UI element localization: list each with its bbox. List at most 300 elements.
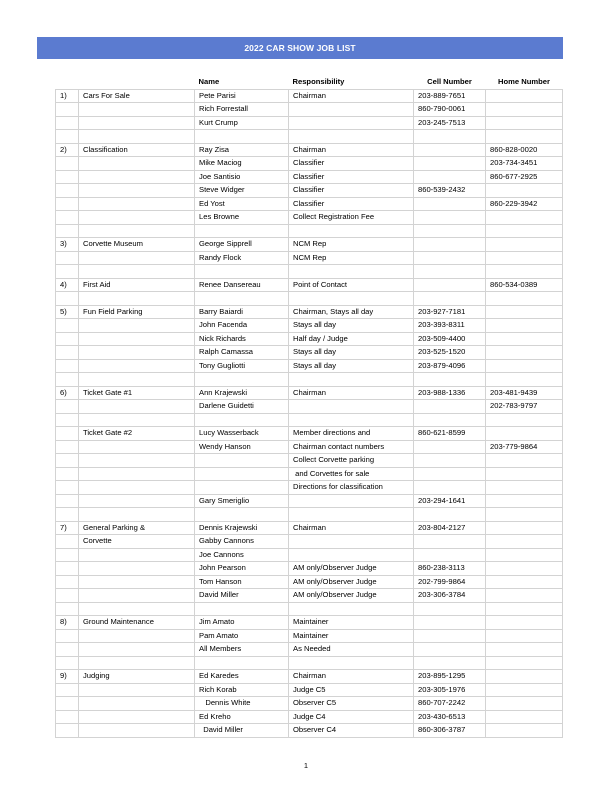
job-number-cell [56,535,79,549]
cell-number-cell: 860-238-3113 [414,562,486,576]
table-row [56,238,563,252]
job-number-cell: 9) [56,670,79,684]
home-number-cell [486,454,563,468]
job-title-cell [79,265,195,279]
home-number-cell: 203-779-9864 [486,440,563,454]
job-number-cell [56,116,79,130]
name-cell [195,224,289,238]
job-title-cell [79,656,195,670]
table-row [56,643,563,657]
job-number-cell [56,724,79,738]
home-number-cell [486,683,563,697]
job-title-cell [79,589,195,603]
table-row [56,278,563,292]
name-cell: Gary Smeriglio [195,494,289,508]
job-number-cell [56,481,79,495]
title-bar [37,37,563,59]
name-cell: Ray Zisa [195,143,289,157]
job-title-cell [79,170,195,184]
home-number-cell: 203-734-3451 [486,157,563,171]
home-number-cell [486,332,563,346]
home-number-cell [486,656,563,670]
job-number-cell [56,346,79,360]
table-row [56,467,563,481]
table-row [56,359,563,373]
job-title-cell: Ticket Gate #2 [79,427,195,441]
job-title-cell [79,575,195,589]
responsibility-cell: Maintainer [289,629,414,643]
name-cell: Dennis Krajewski [195,521,289,535]
name-cell [195,508,289,522]
name-cell: Joe Santisio [195,170,289,184]
home-number-cell [486,373,563,387]
home-number-cell: 860-229-3942 [486,197,563,211]
job-title-cell [79,683,195,697]
home-number-cell [486,89,563,103]
table-row [56,697,563,711]
responsibility-cell [289,508,414,522]
table-row [56,548,563,562]
cell-number-cell [414,508,486,522]
responsibility-cell [289,494,414,508]
job-number-cell [56,251,79,265]
responsibility-cell: Stays all day [289,359,414,373]
cell-number-cell: 203-430-6513 [414,710,486,724]
name-cell: Pam Amato [195,629,289,643]
table-row [56,427,563,441]
cell-number-cell: 203-509-4400 [414,332,486,346]
job-title-cell [79,251,195,265]
job-number-cell [56,130,79,144]
name-cell: Barry Baiardi [195,305,289,319]
job-title-cell [79,319,195,333]
cell-number-cell [414,629,486,643]
table-row [56,575,563,589]
job-number-cell [56,656,79,670]
responsibility-cell: Chairman [289,670,414,684]
name-cell [195,373,289,387]
responsibility-cell: NCM Rep [289,238,414,252]
job-number-cell [56,548,79,562]
name-cell [195,454,289,468]
home-number-cell [486,724,563,738]
table-row [56,197,563,211]
table-row [56,629,563,643]
job-title-cell [79,724,195,738]
table-row [56,616,563,630]
table-row [56,170,563,184]
table-row [56,562,563,576]
responsibility-cell: AM only/Observer Judge [289,575,414,589]
home-number-cell [486,238,563,252]
name-cell: John Pearson [195,562,289,576]
cell-number-cell [414,467,486,481]
responsibility-cell: Chairman [289,386,414,400]
home-number-cell [486,521,563,535]
cell-number-cell: 203-927-7181 [414,305,486,319]
table-row [56,521,563,535]
table-row [56,292,563,306]
job-number-cell [56,710,79,724]
responsibility-cell: Observer C5 [289,697,414,711]
job-title-cell [79,130,195,144]
job-number-cell [56,359,79,373]
home-number-cell [486,427,563,441]
cell-number-cell: 203-306-3784 [414,589,486,603]
cell-number-cell [414,481,486,495]
job-title-cell [79,440,195,454]
home-number-cell [486,562,563,576]
home-number-cell: 202-783-9797 [486,400,563,414]
home-number-cell: 860-534-0389 [486,278,563,292]
job-title-cell: General Parking & [79,521,195,535]
job-title-cell [79,116,195,130]
job-number-cell [56,224,79,238]
header-number [56,76,79,89]
job-title-cell [79,359,195,373]
name-cell [195,130,289,144]
name-cell: Ann Krajewski [195,386,289,400]
job-number-cell: 2) [56,143,79,157]
job-number-cell [56,400,79,414]
home-number-cell [486,265,563,279]
home-number-cell [486,575,563,589]
cell-number-cell [414,224,486,238]
home-number-cell [486,589,563,603]
cell-number-cell [414,535,486,549]
home-number-cell: 860-828-0020 [486,143,563,157]
table-row [56,89,563,103]
cell-number-cell [414,602,486,616]
cell-number-cell [414,211,486,225]
job-title-cell [79,697,195,711]
job-title-cell: First Aid [79,278,195,292]
responsibility-cell [289,413,414,427]
name-cell: Gabby Cannons [195,535,289,549]
table-row [56,373,563,387]
responsibility-cell: Chairman, Stays all day [289,305,414,319]
home-number-cell [486,346,563,360]
cell-number-cell: 860-306-3787 [414,724,486,738]
responsibility-cell: Collect Registration Fee [289,211,414,225]
name-cell: Ed Kreho [195,710,289,724]
cell-number-cell [414,413,486,427]
responsibility-cell: Observer C4 [289,724,414,738]
job-title-cell [79,197,195,211]
page-title: 2022 CAR SHOW JOB LIST [244,43,356,53]
responsibility-cell: Chairman contact numbers [289,440,414,454]
name-cell: Kurt Crump [195,116,289,130]
home-number-cell [486,211,563,225]
table-row [56,346,563,360]
responsibility-cell: Classifier [289,184,414,198]
cell-number-cell: 203-895-1295 [414,670,486,684]
table-row [56,481,563,495]
responsibility-cell [289,292,414,306]
home-number-cell [486,697,563,711]
name-cell: Randy Flock [195,251,289,265]
cell-number-cell [414,656,486,670]
responsibility-cell: Chairman [289,89,414,103]
job-title-cell [79,548,195,562]
home-number-cell [486,508,563,522]
job-title-cell [79,332,195,346]
name-cell: Tom Hanson [195,575,289,589]
job-number-cell [56,494,79,508]
home-number-cell [486,629,563,643]
cell-number-cell [414,251,486,265]
name-cell [195,481,289,495]
responsibility-cell: Judge C5 [289,683,414,697]
responsibility-cell: Stays all day [289,346,414,360]
table-row [56,440,563,454]
home-number-cell [486,467,563,481]
home-number-cell [486,643,563,657]
job-title-cell [79,467,195,481]
cell-number-cell: 203-988-1336 [414,386,486,400]
job-title-cell [79,184,195,198]
job-title-cell: Cars For Sale [79,89,195,103]
home-number-cell [486,305,563,319]
cell-number-cell [414,170,486,184]
job-number-cell: 5) [56,305,79,319]
cell-number-cell [414,157,486,171]
job-title-cell: Classification [79,143,195,157]
job-number-cell [56,602,79,616]
cell-number-cell: 203-879-4096 [414,359,486,373]
name-cell [195,413,289,427]
name-cell: Ralph Camassa [195,346,289,360]
home-number-cell [486,359,563,373]
responsibility-cell: Member directions and [289,427,414,441]
header-responsibility: Responsibility [292,77,345,86]
job-title-cell [79,508,195,522]
home-number-cell [486,319,563,333]
responsibility-cell: Judge C4 [289,710,414,724]
name-cell: Steve Widger [195,184,289,198]
job-number-cell [56,184,79,198]
job-title-cell [79,400,195,414]
table-row [56,157,563,171]
name-cell [195,265,289,279]
job-number-cell: 7) [56,521,79,535]
responsibility-cell: Classifier [289,197,414,211]
cell-number-cell [414,440,486,454]
table-row [56,400,563,414]
home-number-cell: 860-677-2925 [486,170,563,184]
name-cell: John Facenda [195,319,289,333]
responsibility-cell: Classifier [289,157,414,171]
job-list-table [55,76,563,738]
job-number-cell: 1) [56,89,79,103]
responsibility-cell: NCM Rep [289,251,414,265]
home-number-cell [486,670,563,684]
name-cell: David Miller [195,589,289,603]
name-cell: Tony Gugliotti [195,359,289,373]
home-number-cell [486,413,563,427]
name-cell: Dennis White [195,697,289,711]
header-name: Name [198,77,220,86]
home-number-cell [486,602,563,616]
job-number-cell: 4) [56,278,79,292]
table-row [56,265,563,279]
home-number-cell [486,251,563,265]
job-number-cell [56,197,79,211]
responsibility-cell: AM only/Observer Judge [289,562,414,576]
responsibility-cell [289,224,414,238]
responsibility-cell: AM only/Observer Judge [289,589,414,603]
cell-number-cell: 202-799-9864 [414,575,486,589]
header-cell-number: Cell Number [427,77,472,86]
job-number-cell [56,508,79,522]
job-number-cell [56,629,79,643]
table-row [56,319,563,333]
job-number-cell [56,170,79,184]
home-number-cell [486,710,563,724]
job-title-cell [79,224,195,238]
name-cell: Ed Karedes [195,670,289,684]
table-row [56,251,563,265]
responsibility-cell [289,602,414,616]
job-title-cell: Judging [79,670,195,684]
table-row [56,305,563,319]
responsibility-cell [289,656,414,670]
job-title-cell [79,103,195,117]
job-number-cell: 6) [56,386,79,400]
name-cell: Pete Parisi [195,89,289,103]
responsibility-cell [289,373,414,387]
cell-number-cell [414,278,486,292]
name-cell: Mike Maciog [195,157,289,171]
name-cell: Lucy Wasserback [195,427,289,441]
job-number-cell [56,589,79,603]
name-cell [195,292,289,306]
table-row [56,413,563,427]
table-row [56,224,563,238]
cell-number-cell [414,265,486,279]
name-cell [195,467,289,481]
home-number-cell [486,103,563,117]
responsibility-cell [289,103,414,117]
job-number-cell [56,265,79,279]
cell-number-cell [414,400,486,414]
table-row [56,589,563,603]
name-cell [195,656,289,670]
job-title-cell [79,211,195,225]
job-title-cell [79,454,195,468]
cell-number-cell: 203-525-1520 [414,346,486,360]
cell-number-cell: 203-245-7513 [414,116,486,130]
table-row [56,130,563,144]
cell-number-cell [414,143,486,157]
table-row [56,211,563,225]
header-home-number: Home Number [498,77,550,86]
home-number-cell [486,548,563,562]
job-title-cell: Corvette [79,535,195,549]
job-number-cell [56,319,79,333]
name-cell: Les Browne [195,211,289,225]
table-row [56,710,563,724]
table-row [56,602,563,616]
table-row [56,535,563,549]
responsibility-cell [289,116,414,130]
job-number-cell [56,413,79,427]
table-row [56,116,563,130]
responsibility-cell: Chairman [289,143,414,157]
job-number-cell [56,562,79,576]
home-number-cell [486,184,563,198]
cell-number-cell: 860-539-2432 [414,184,486,198]
job-title-cell [79,629,195,643]
job-number-cell [56,643,79,657]
cell-number-cell: 860-707-2242 [414,697,486,711]
job-number-cell: 3) [56,238,79,252]
home-number-cell [486,616,563,630]
job-number-cell [56,575,79,589]
job-title-cell: Ticket Gate #1 [79,386,195,400]
home-number-cell [486,130,563,144]
responsibility-cell: Collect Corvette parking [289,454,414,468]
table-row [56,143,563,157]
cell-number-cell [414,292,486,306]
table-row [56,683,563,697]
job-title-cell [79,494,195,508]
name-cell: Darlene Guidetti [195,400,289,414]
job-title-cell [79,413,195,427]
name-cell: David Miller [195,724,289,738]
job-title-cell [79,292,195,306]
responsibility-cell [289,400,414,414]
job-number-cell [56,427,79,441]
table-row [56,454,563,468]
job-number-cell [56,440,79,454]
responsibility-cell: Stays all day [289,319,414,333]
responsibility-cell: Directions for classification [289,481,414,495]
home-number-cell [486,481,563,495]
responsibility-cell: Maintainer [289,616,414,630]
job-title-cell [79,157,195,171]
job-number-cell [56,332,79,346]
responsibility-cell: Classifier [289,170,414,184]
page-number: 1 [303,761,309,770]
responsibility-cell [289,535,414,549]
job-number-cell [56,292,79,306]
responsibility-cell: and Corvettes for sale [289,467,414,481]
cell-number-cell [414,130,486,144]
job-number-cell [56,373,79,387]
responsibility-cell: Point of Contact [289,278,414,292]
home-number-cell [486,292,563,306]
responsibility-cell: As Needed [289,643,414,657]
name-cell: George Sipprell [195,238,289,252]
job-number-cell [56,103,79,117]
responsibility-cell [289,265,414,279]
name-cell: Rich Korab [195,683,289,697]
job-title-cell [79,643,195,657]
name-cell: Rich Forrestall [195,103,289,117]
cell-number-cell [414,643,486,657]
table-row [56,386,563,400]
job-number-cell [56,454,79,468]
job-number-cell [56,467,79,481]
job-title-cell [79,346,195,360]
home-number-cell [486,224,563,238]
table-row [56,724,563,738]
header-job [79,76,195,89]
table-row [56,656,563,670]
responsibility-cell: Half day / Judge [289,332,414,346]
home-number-cell: 203-481-9439 [486,386,563,400]
